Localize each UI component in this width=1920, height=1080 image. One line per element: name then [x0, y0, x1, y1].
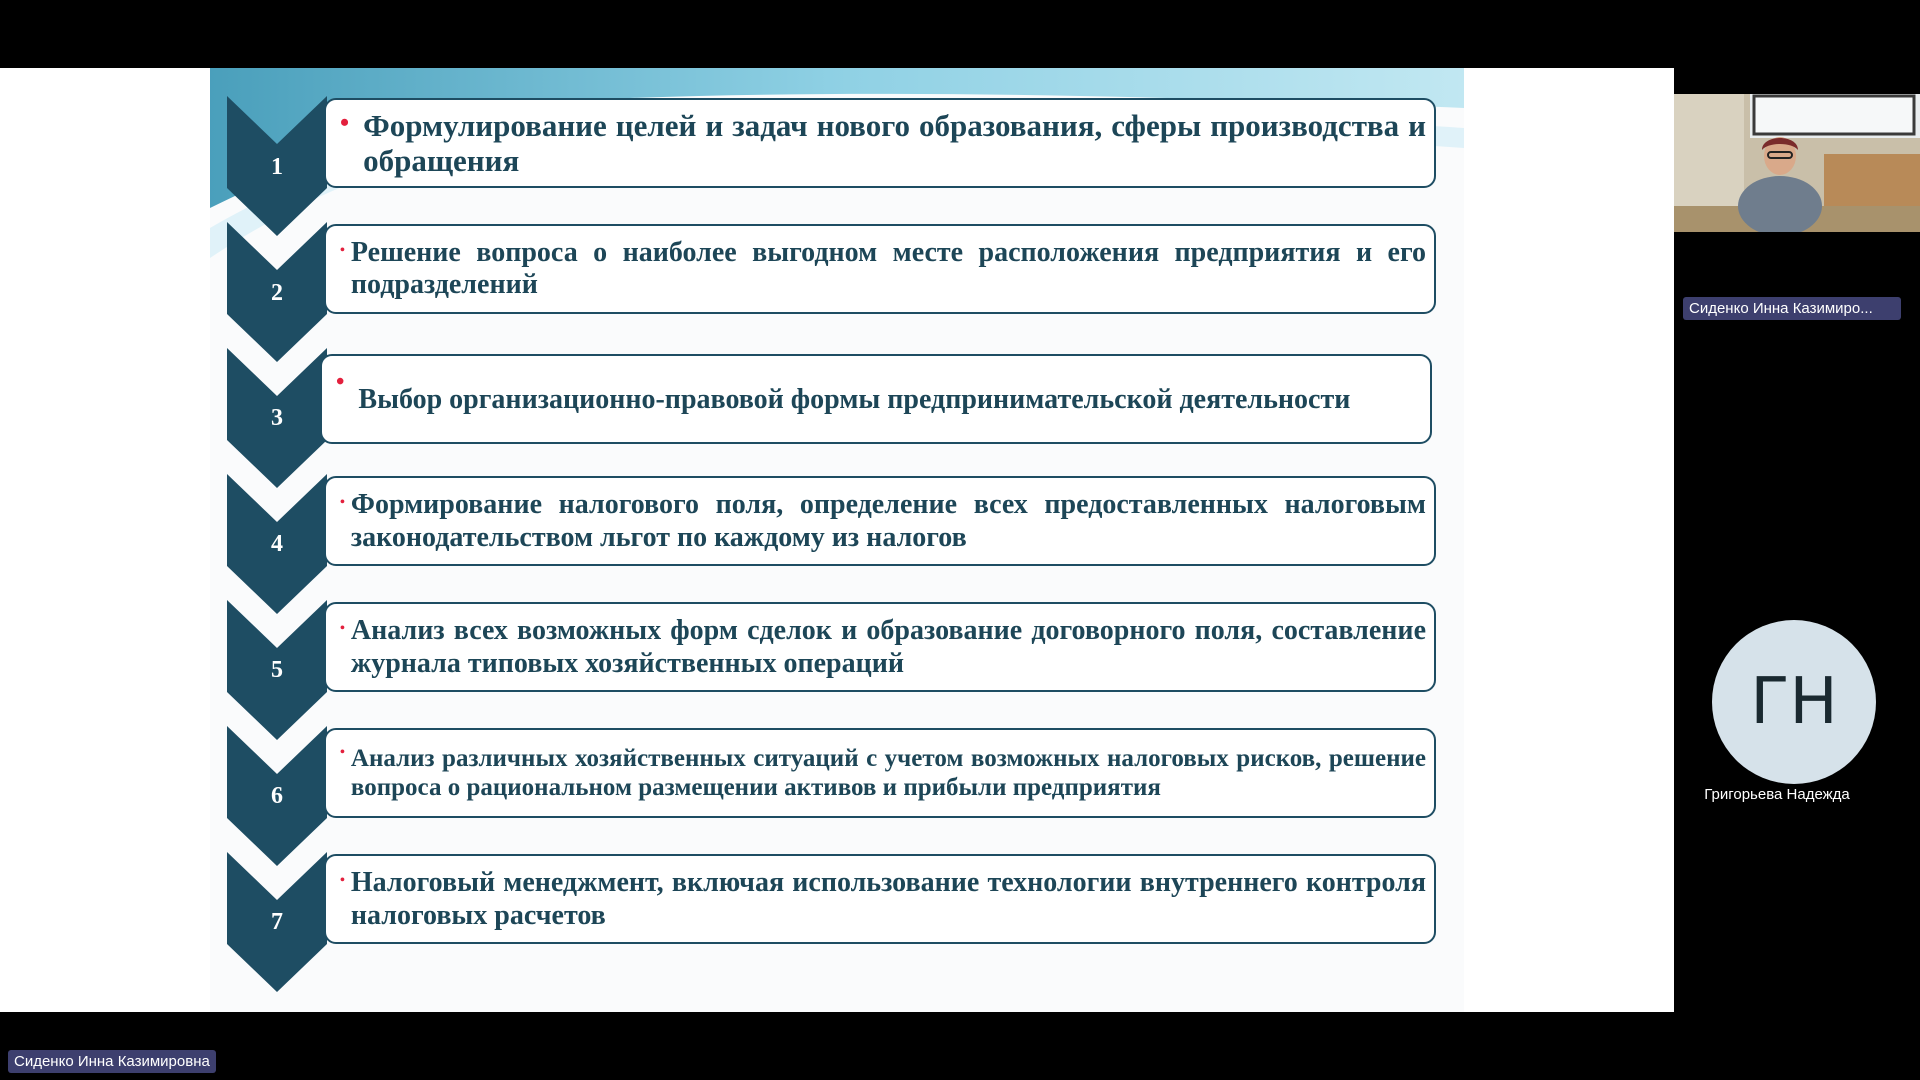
step-box-5	[324, 602, 1436, 692]
bullet-icon: •	[340, 243, 345, 258]
step-text-2: Решение вопроса о наиболее выгодном месте расположения предприятия и его подразделений	[350, 237, 1426, 300]
bullet-icon: •	[340, 621, 345, 636]
step-text-7: Налоговый менеджмент, включая использование технологии внутреннего контроля налоговых расчетов	[350, 867, 1426, 931]
bullet-icon: •	[340, 495, 345, 510]
step-text-3: Выбор организационно-правовой формы предпринимательской деятельности	[358, 383, 1351, 415]
step-text-1: Формулирование целей и задач нового образования, сферы производства и обращения	[363, 108, 1426, 178]
bullet-icon: •	[340, 108, 350, 137]
participant-avatar-name: Григорьева Надежда	[1704, 786, 1850, 803]
step-number-6: 6	[271, 783, 283, 809]
step-box-3	[320, 354, 1432, 444]
participant-video-tile[interactable]	[1674, 94, 1920, 232]
step-number-7: 7	[271, 909, 283, 935]
step-box-2	[324, 224, 1436, 314]
camera-video-frame	[1674, 94, 1920, 232]
participant-avatar[interactable]: ГН	[1712, 620, 1876, 784]
presenter-name-tag: Сиденко Инна Казимировна	[8, 1050, 216, 1073]
step-text-5: Анализ всех возможных форм сделок и образование договорного поля, составление журнала типовых хозяйственных операций	[350, 615, 1426, 679]
step-number-3: 3	[271, 405, 283, 431]
step-number-2: 2	[271, 280, 283, 306]
step-number-1: 1	[271, 154, 283, 180]
bullet-icon: •	[340, 745, 345, 760]
step-box-4	[324, 476, 1436, 566]
step-text-4: Формирование налогового поля, определение всех предоставленных налоговым законодательством льгот по каждому из налогов	[350, 489, 1426, 553]
step-number-5: 5	[271, 657, 283, 683]
bullet-icon: •	[336, 369, 345, 395]
bullet-icon: •	[340, 873, 345, 888]
step-box-7	[324, 854, 1436, 944]
presentation-slide	[210, 68, 1464, 1012]
step-box-1	[324, 98, 1436, 188]
step-number-4: 4	[271, 531, 283, 557]
step-text-6: Анализ различных хозяйственных ситуаций с учетом возможных налоговых рисков, решение вопроса о рациональном размещении активов и прибыли предприятия	[350, 745, 1426, 801]
participant-video-name-tag: Сиденко Инна Казимиро...	[1683, 297, 1901, 320]
step-box-6	[324, 728, 1436, 818]
